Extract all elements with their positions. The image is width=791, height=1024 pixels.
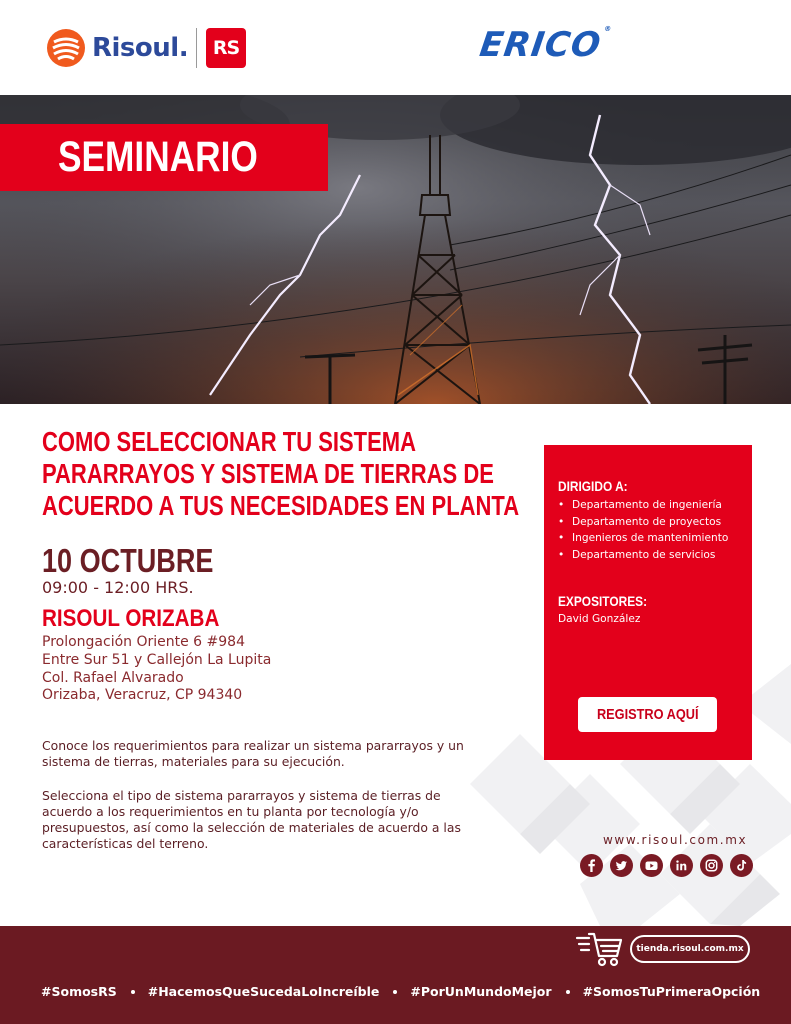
risoul-wordmark: Risoul.	[92, 33, 189, 63]
event-description-2: Selecciona el tipo de sistema pararrayos y sistema de tierras de acuerdo a los requerimientos en tu planta por tecnología y/o presupuestos, así como la selección de materiales de acuerdo a las características del terreno.	[42, 788, 461, 851]
venue-address	[42, 634, 271, 705]
store-link[interactable]	[630, 935, 750, 963]
hashtag: #SomosRS	[41, 984, 117, 999]
shopping-cart-icon	[575, 928, 625, 970]
erico-logo[interactable]	[477, 25, 613, 65]
event-title-line: COMO SELECCIONAR TU SISTEMA	[42, 426, 417, 457]
event-title	[42, 426, 542, 522]
event-title-line: PARARRAYOS Y SISTEMA DE TIERRAS DE	[42, 458, 494, 489]
speaker-name: David González	[558, 613, 641, 625]
event-date: 10 OCTUBRE	[42, 542, 214, 579]
address-line: Prolongación Oriente 6 #984	[42, 634, 245, 650]
tiktok-icon[interactable]	[730, 854, 753, 877]
footer	[0, 926, 791, 1024]
risoul-swirl-icon	[46, 28, 86, 68]
expositores-heading: EXPOSITORES:	[558, 593, 648, 609]
website-link[interactable]: www.risoul.com.mx	[603, 833, 748, 847]
instagram-icon[interactable]	[700, 854, 723, 877]
erico-registered-mark: ®	[603, 25, 613, 33]
logo-divider	[196, 28, 197, 68]
hashtag: #PorUnMundoMejor	[410, 984, 552, 999]
erico-wordmark: ERICO	[477, 25, 604, 65]
audience-item: • Departamento de proyectos	[558, 514, 728, 531]
social-links	[580, 854, 753, 877]
address-line: Entre Sur 51 y Callejón La Lupita	[42, 651, 272, 668]
event-description-1: Conoce los requerimientos para realizar un sistema pararrayos y un sistema de tierras, materiales para su ejecución.	[42, 738, 464, 769]
hashtag-separator	[393, 990, 397, 994]
audience-item: • Ingenieros de mantenimiento	[558, 530, 728, 547]
seminario-label: SEMINARIO	[58, 133, 258, 181]
linkedin-icon[interactable]	[670, 854, 693, 877]
audience-item: • Departamento de servicios	[558, 547, 728, 564]
audience-list	[558, 497, 728, 563]
dirigido-heading: DIRIGIDO A:	[558, 478, 628, 494]
rs-logo: RS	[206, 28, 246, 68]
header	[0, 0, 791, 95]
register-button[interactable]	[578, 697, 717, 732]
seminario-banner	[0, 124, 328, 191]
facebook-icon[interactable]	[580, 854, 603, 877]
address-line: Col. Rafael Alvarado	[42, 669, 184, 686]
store-link-label: tienda.risoul.com.mx	[636, 944, 744, 954]
risoul-logo[interactable]	[46, 27, 246, 69]
info-box	[544, 445, 752, 760]
event-time: 09:00 - 12:00 HRS.	[42, 578, 194, 597]
event-title-line: ACUERDO A TUS NECESIDADES EN PLANTA	[42, 490, 520, 521]
hashtag-bar	[41, 984, 760, 999]
venue-name: RISOUL ORIZABA	[42, 605, 220, 632]
hashtag-separator	[131, 990, 135, 994]
youtube-icon[interactable]	[640, 854, 663, 877]
hashtag: #SomosTuPrimeraOpción	[582, 984, 761, 999]
twitter-icon[interactable]	[610, 854, 633, 877]
register-button-label: REGISTRO AQUÍ	[596, 706, 699, 723]
hashtag: #HacemosQueSucedaLoIncreíble	[147, 984, 380, 999]
audience-item: • Departamento de ingeniería	[558, 497, 728, 514]
hashtag-separator	[566, 990, 570, 994]
address-line: Orizaba, Veracruz, CP 94340	[42, 687, 243, 704]
